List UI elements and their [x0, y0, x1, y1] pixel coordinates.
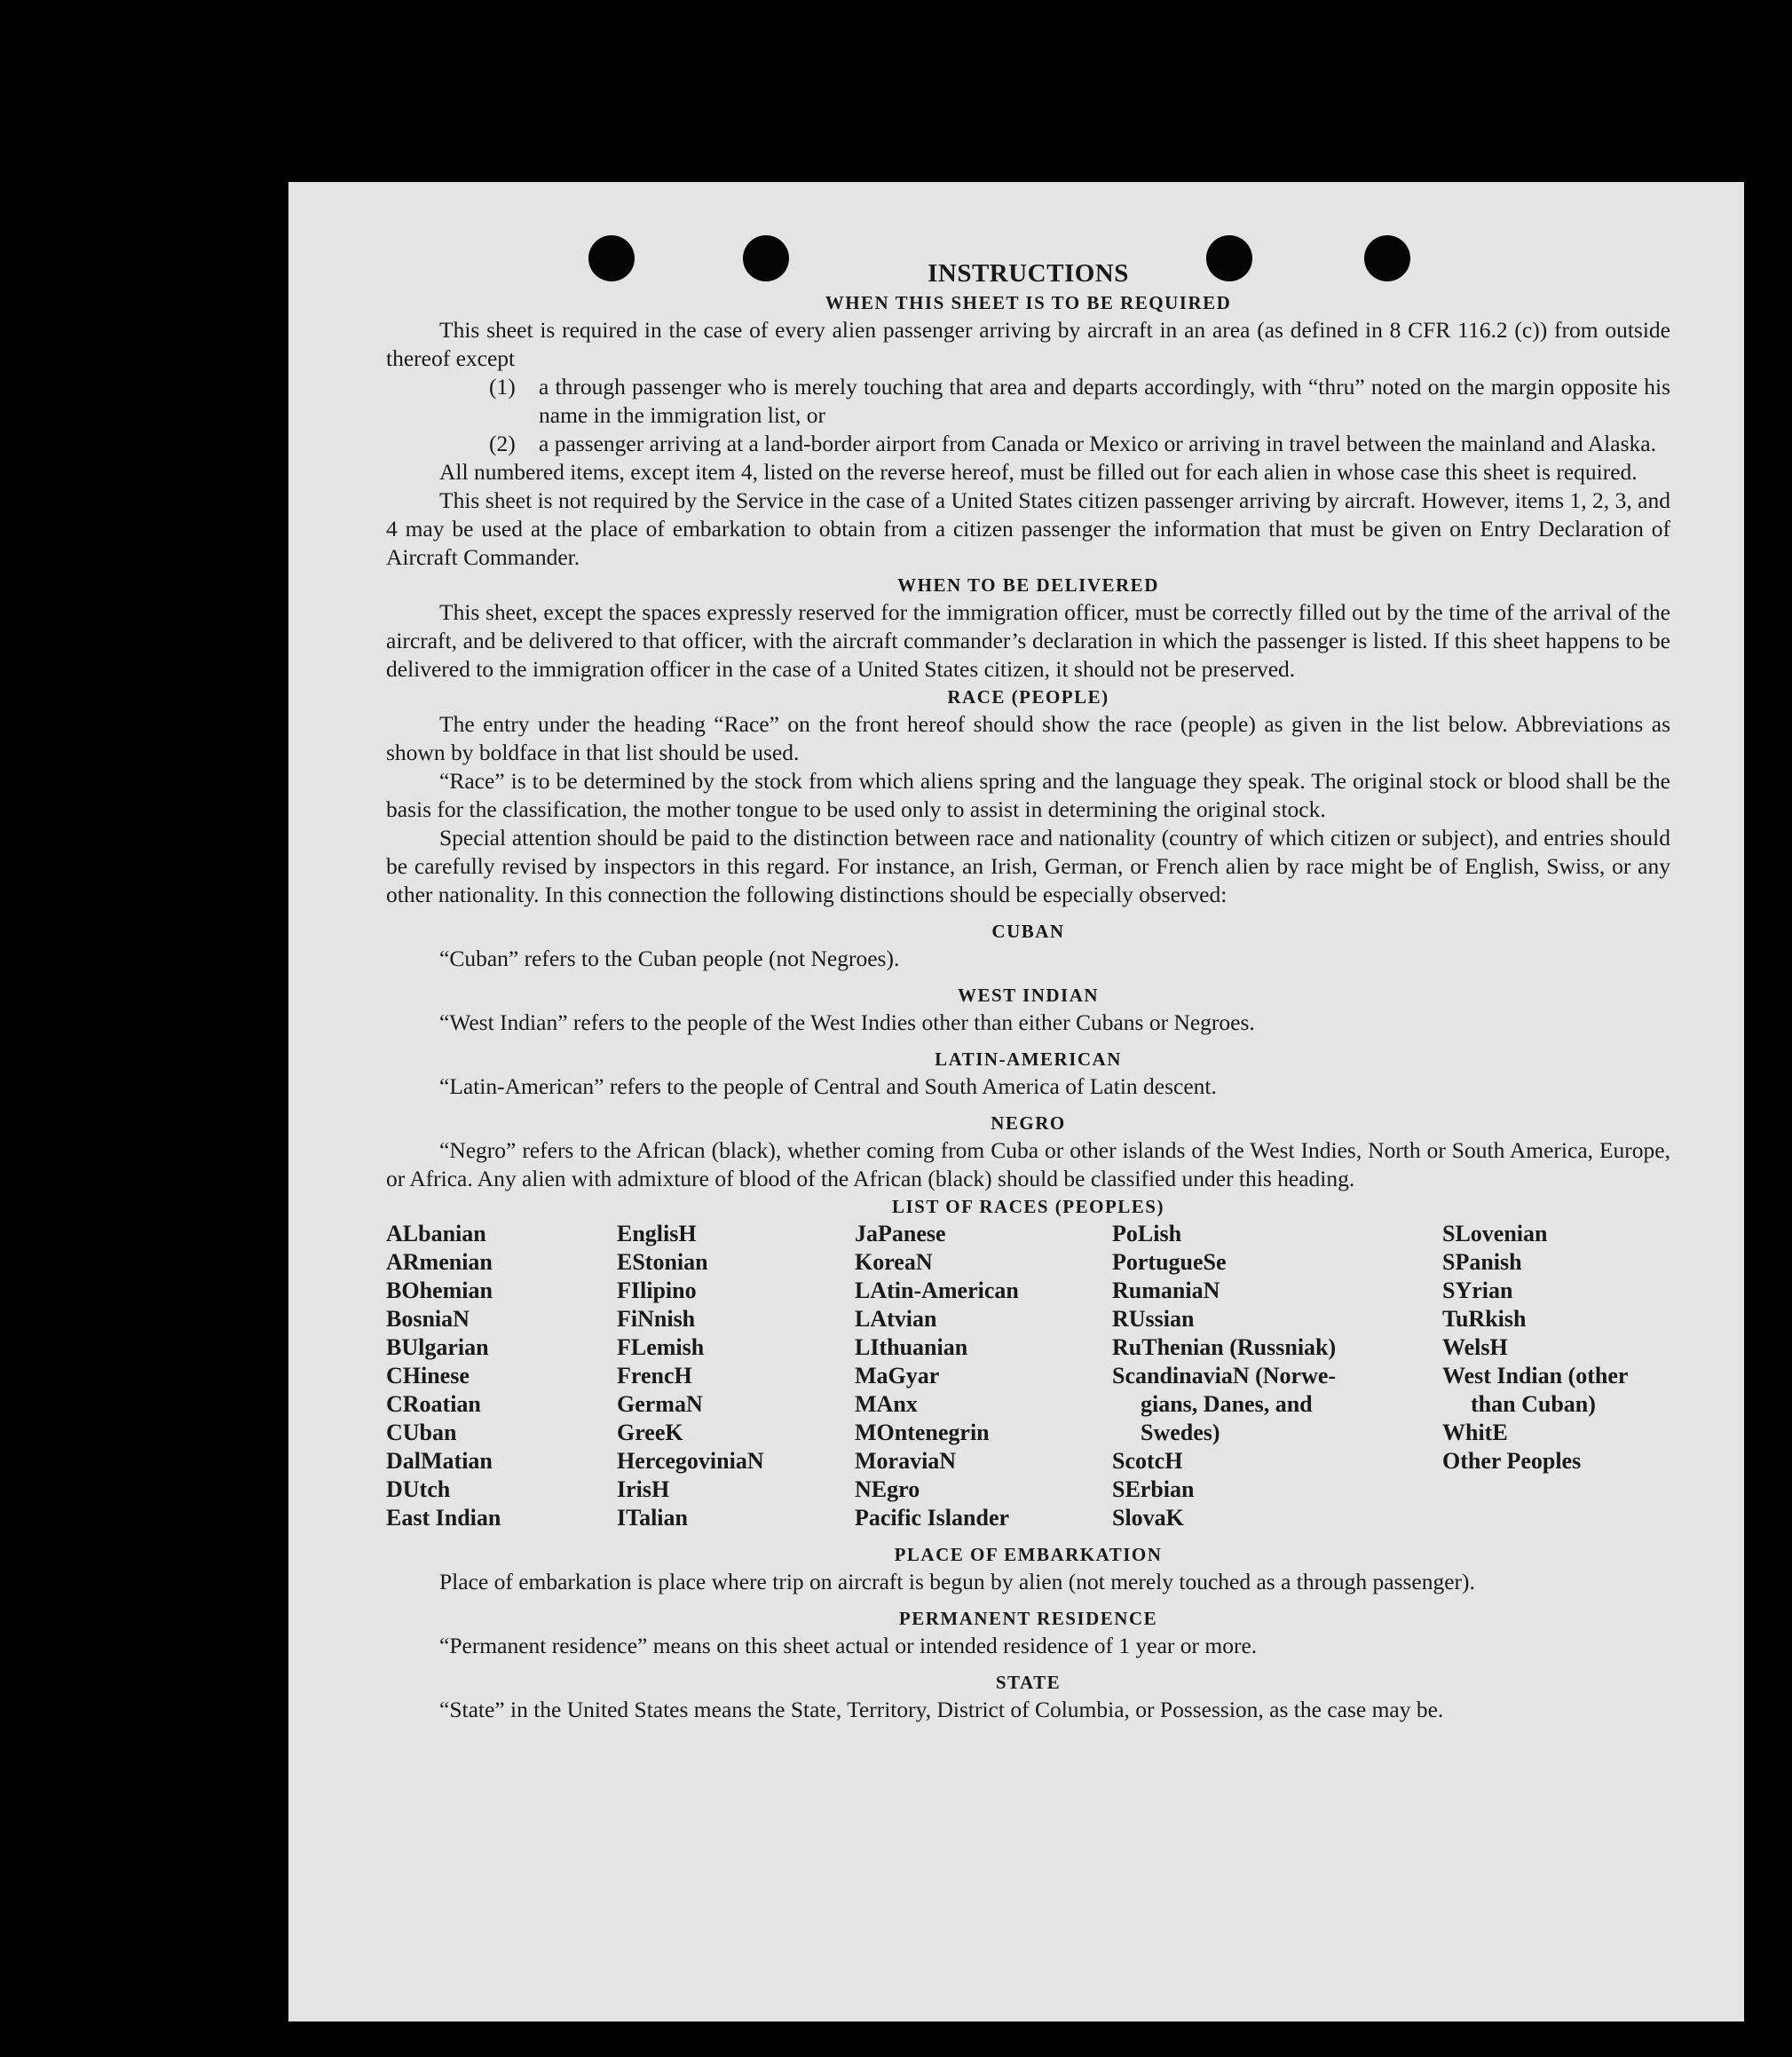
race-item: SPanish: [1442, 1249, 1522, 1275]
race-item: ScotcH: [1112, 1448, 1183, 1474]
item-text: a passenger arriving at a land-border airport from Canada or Mexico or arriving in travel between the mainland and Alaska.: [539, 431, 1656, 456]
state-definition: “State” in the United States means the State, Territory, District of Columbia, or Possession, as the case may be.: [439, 1697, 1444, 1722]
section-heading-cuban: CUBAN: [991, 921, 1065, 942]
race-item: TuRkish: [1442, 1306, 1527, 1332]
race-item: Pacific Islander: [855, 1505, 1010, 1531]
race-item: HercegoviniaN: [617, 1448, 764, 1474]
race-item: CUban: [386, 1420, 457, 1445]
race-item: LAtin-American: [855, 1278, 1019, 1303]
races-column-1: [386, 1220, 617, 1532]
race-item: MAnx: [855, 1391, 918, 1417]
race-item: GreeK: [617, 1420, 683, 1445]
section-heading-embarkation: PLACE OF EMBARKATION: [894, 1544, 1163, 1565]
race-item: CRoatian: [386, 1391, 481, 1417]
race-item: JaPanese: [855, 1221, 946, 1246]
section-heading-races-list: LIST OF RACES (PEOPLES): [892, 1196, 1164, 1217]
required-intro: This sheet is required in the case of every alien passenger arriving by aircraft in an area (as defined in 8 CFR 116.2 (c)) from outside thereof except: [386, 317, 1670, 371]
item-text: a through passenger who is merely touching that area and departs accordingly, with “thru” noted on the margin opposite his name in the immigration list, or: [539, 374, 1670, 428]
race-item: SYrian: [1442, 1278, 1513, 1303]
latin-american-definition: “Latin-American” refers to the people of Central and South America of Latin descent.: [439, 1073, 1217, 1099]
page-title: INSTRUCTIONS: [928, 259, 1129, 288]
races-column-3: [855, 1220, 1112, 1532]
race-item: West Indian (other: [1442, 1363, 1629, 1388]
section-heading-west-indian: WEST INDIAN: [957, 985, 1100, 1006]
residence-definition: “Permanent residence” means on this sheet actual or intended residence of 1 year or more.: [439, 1633, 1258, 1658]
race-item: MOntenegrin: [855, 1420, 990, 1445]
race-item: FrencH: [617, 1363, 692, 1388]
section-heading-latin-american: LATIN-AMERICAN: [935, 1048, 1122, 1070]
race-item: BOhemian: [386, 1278, 493, 1303]
races-column-2: [617, 1220, 855, 1532]
race-item: EStonian: [617, 1249, 708, 1275]
race-item: SLovenian: [1442, 1221, 1548, 1246]
race-item-continued: gians, Danes, and: [1141, 1391, 1313, 1417]
race-item-continued: Swedes): [1141, 1420, 1220, 1445]
race-item: SErbian: [1112, 1476, 1195, 1502]
required-paragraph-2: All numbered items, except item 4, listed on the reverse hereof, must be filled out for each alien in whose case this sheet is required.: [439, 459, 1638, 485]
race-item: CHinese: [386, 1363, 470, 1388]
exception-item: [489, 373, 1670, 430]
race-paragraph-1: The entry under the heading “Race” on the front hereof should show the race (people) as given in the list below. Abbreviations as shown by boldface in that list should be used.: [386, 711, 1670, 765]
race-paragraph-2: “Race” is to be determined by the stock from which aliens spring and the language they speak. The original stock or blood shall be the basis for the classification, the mother tongue to be used only to assist in determining the original stock.: [386, 768, 1670, 822]
races-column-4: [1112, 1220, 1442, 1532]
race-item: ARmenian: [386, 1249, 493, 1275]
race-item: MaGyar: [855, 1363, 940, 1388]
required-paragraph-3: This sheet is not required by the Service in the case of a United States citizen passenger arriving by aircraft. However, items 1, 2, 3, and 4 may be used at the place of embarkation to obtain from a citizen passenger the information that must be given on Entry Declaration of Aircraft Commander.: [386, 487, 1670, 570]
races-list: [386, 1220, 1670, 1532]
race-paragraph-3: Special attention should be paid to the distinction between race and nationality (country of which citizen or subject), and entries should be carefully revised by inspectors in this regard. For instance, an Irish, German, or French alien by race might be of English, Swiss, or any other nationality. In this connection the following distinctions should be especially observed:: [386, 825, 1670, 907]
race-item: SlovaK: [1112, 1505, 1184, 1531]
exception-item: [489, 430, 1670, 458]
race-item: IrisH: [617, 1476, 670, 1502]
race-item-continued: than Cuban): [1471, 1391, 1596, 1417]
race-item: East Indian: [386, 1505, 501, 1531]
race-item: ScandinaviaN (Norwe-: [1112, 1363, 1337, 1388]
delivered-paragraph: This sheet, except the spaces expressly reserved for the immigration officer, must be correctly filled out by the time of the arrival of the aircraft, and be delivered to that officer, with the aircraft commander’s declaration in which the passenger is listed. If this sheet happens to be delivered to the immigration officer in the case of a United States citizen, it should not be preserved.: [386, 599, 1670, 682]
section-heading-race: RACE (PEOPLE): [947, 686, 1109, 708]
cuban-definition: “Cuban” refers to the Cuban people (not Negroes).: [439, 945, 900, 971]
document-page: [288, 182, 1744, 2021]
race-item: FiNnish: [617, 1306, 696, 1332]
embarkation-definition: Place of embarkation is place where trip on aircraft is begun by alien (not merely touched as a through passenger).: [439, 1569, 1475, 1594]
race-item: NEgro: [855, 1476, 920, 1502]
west-indian-definition: “West Indian” refers to the people of the West Indies other than either Cubans or Negroes.: [439, 1009, 1255, 1035]
section-heading-state: STATE: [995, 1672, 1062, 1693]
race-item: RuThenian (Russniak): [1112, 1334, 1337, 1360]
section-heading-negro: NEGRO: [991, 1112, 1066, 1134]
negro-definition: “Negro” refers to the African (black), whether coming from Cuba or other islands of the West Indies, North or South America, Europe, or Africa. Any alien with admixture of blood of the African (black) should be classified under this heading.: [386, 1137, 1670, 1191]
race-item: KoreaN: [855, 1249, 933, 1275]
race-item: LIthuanian: [855, 1334, 968, 1360]
race-item: LAtvian: [855, 1306, 937, 1332]
section-heading-required: WHEN THIS SHEET IS TO BE REQUIRED: [825, 292, 1232, 313]
race-item: WelsH: [1442, 1334, 1508, 1360]
race-item: Other Peoples: [1442, 1448, 1582, 1474]
race-item: ITalian: [617, 1505, 688, 1531]
race-item: PortugueSe: [1112, 1249, 1227, 1275]
section-heading-residence: PERMANENT RESIDENCE: [898, 1608, 1158, 1629]
race-item: RumaniaN: [1112, 1278, 1220, 1303]
instructions-body: [386, 257, 1670, 1724]
section-heading-delivered: WHEN TO BE DELIVERED: [897, 574, 1159, 596]
item-number: (2): [489, 431, 516, 456]
race-item: DalMatian: [386, 1448, 493, 1474]
race-item: DUtch: [386, 1476, 451, 1502]
race-item: ALbanian: [386, 1221, 486, 1246]
race-item: PoLish: [1112, 1221, 1182, 1246]
race-item: BUlgarian: [386, 1334, 489, 1360]
race-item: FIlipino: [617, 1278, 697, 1303]
race-item: WhitE: [1442, 1420, 1508, 1445]
item-number: (1): [489, 374, 516, 400]
races-column-5: [1442, 1220, 1670, 1532]
race-item: MoraviaN: [855, 1448, 957, 1474]
race-item: BosniaN: [386, 1306, 470, 1332]
race-item: GermaN: [617, 1391, 703, 1417]
race-item: EnglisH: [617, 1221, 697, 1246]
race-item: FLemish: [617, 1334, 705, 1360]
race-item: RUssian: [1112, 1306, 1195, 1332]
